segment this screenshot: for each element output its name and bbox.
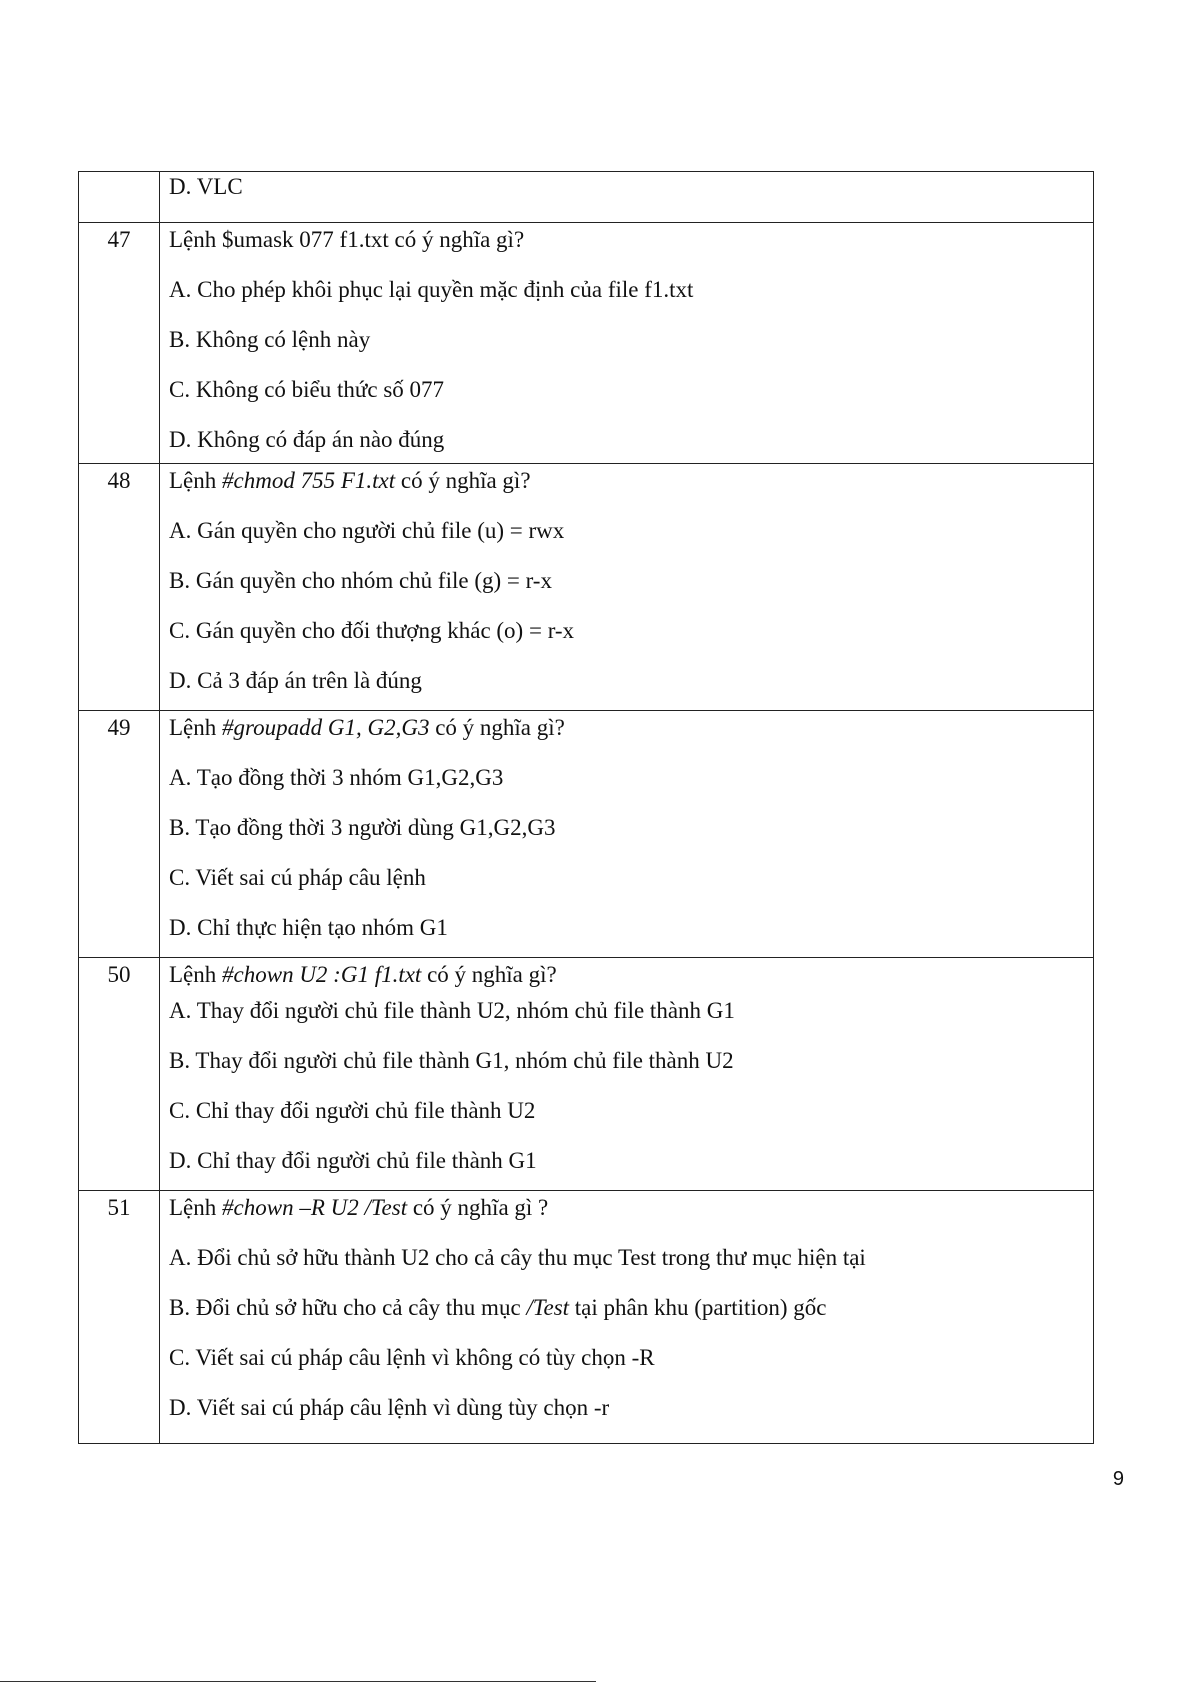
question-number: 51 (79, 1191, 160, 1444)
page-number: 9 (1112, 1468, 1124, 1490)
command-text: #groupadd G1, G2,G3 (222, 715, 430, 740)
answer-option: D. Không có đáp án nào đúng (169, 427, 445, 452)
answer-option: A. Cho phép khôi phục lại quyền mặc định của file f1.txt (169, 277, 694, 302)
question-text: Lệnh #chown U2 :G1 f1.txt có ý nghĩa gì? (169, 962, 557, 987)
table-row (79, 464, 1094, 711)
answer-option: A. Gán quyền cho người chủ file (u) = rwx (169, 518, 565, 543)
answer-option: A. Đổi chủ sở hữu thành U2 cho cả cây thu mục Test trong thư mục hiện tại (169, 1245, 866, 1270)
answer-option: B. Thay đổi người chủ file thành G1, nhóm chủ file thành U2 (169, 1048, 734, 1073)
answer-option: A. Thay đổi người chủ file thành U2, nhóm chủ file thành G1 (169, 998, 735, 1023)
answer-option: D. Cả 3 đáp án trên là đúng (169, 668, 422, 693)
answer-option: B. Không có lệnh này (169, 327, 371, 352)
answer-option: C. Chỉ thay đổi người chủ file thành U2 (169, 1098, 536, 1123)
question-cell (160, 172, 1094, 223)
question-text: Lệnh #groupadd G1, G2,G3 có ý nghĩa gì? (169, 715, 565, 740)
command-text: #chown –R U2 /Test (222, 1195, 408, 1220)
question-table (78, 171, 1094, 1444)
question-cell (160, 711, 1094, 958)
table-row (79, 223, 1094, 464)
answer-option: D. VLC (169, 174, 243, 199)
table-row (79, 1191, 1094, 1444)
question-number: 48 (79, 464, 160, 711)
answer-option: B. Đổi chủ sở hữu cho cả cây thu mục /Test tại phân khu (partition) gốc (169, 1295, 827, 1320)
question-number (79, 172, 160, 223)
table-row (79, 958, 1094, 1191)
question-cell (160, 464, 1094, 711)
path-text: /Test (526, 1295, 570, 1320)
answer-option: B. Tạo đồng thời 3 người dùng G1,G2,G3 (169, 815, 556, 840)
command-text: #chmod 755 F1.txt (222, 468, 396, 493)
question-number: 50 (79, 958, 160, 1191)
answer-option: C. Không có biểu thức số 077 (169, 377, 445, 402)
answer-option: D. Chỉ thực hiện tạo nhóm G1 (169, 915, 448, 940)
table-row (79, 172, 1094, 223)
table-row (79, 711, 1094, 958)
question-text: Lệnh #chown –R U2 /Test có ý nghĩa gì ? (169, 1195, 549, 1220)
question-cell (160, 1191, 1094, 1444)
answer-option: C. Viết sai cú pháp câu lệnh vì không có tùy chọn -R (169, 1345, 655, 1370)
command-text: #chown U2 :G1 f1.txt (222, 962, 422, 987)
question-text: Lệnh $umask 077 f1.txt có ý nghĩa gì? (169, 227, 525, 252)
answer-option: D. Chỉ thay đổi người chủ file thành G1 (169, 1148, 537, 1173)
answer-option: C. Gán quyền cho đối thượng khác (o) = r-x (169, 618, 575, 643)
question-number: 47 (79, 223, 160, 464)
question-cell (160, 223, 1094, 464)
question-number: 49 (79, 711, 160, 958)
answer-option: B. Gán quyền cho nhóm chủ file (g) = r-x (169, 568, 552, 593)
answer-option: C. Viết sai cú pháp câu lệnh (169, 865, 426, 890)
question-text: Lệnh #chmod 755 F1.txt có ý nghĩa gì? (169, 468, 531, 493)
footnote-divider (0, 1681, 596, 1682)
question-cell (160, 958, 1094, 1191)
answer-option: D. Viết sai cú pháp câu lệnh vì dùng tùy chọn -r (169, 1395, 610, 1420)
answer-option: A. Tạo đồng thời 3 nhóm G1,G2,G3 (169, 765, 504, 790)
